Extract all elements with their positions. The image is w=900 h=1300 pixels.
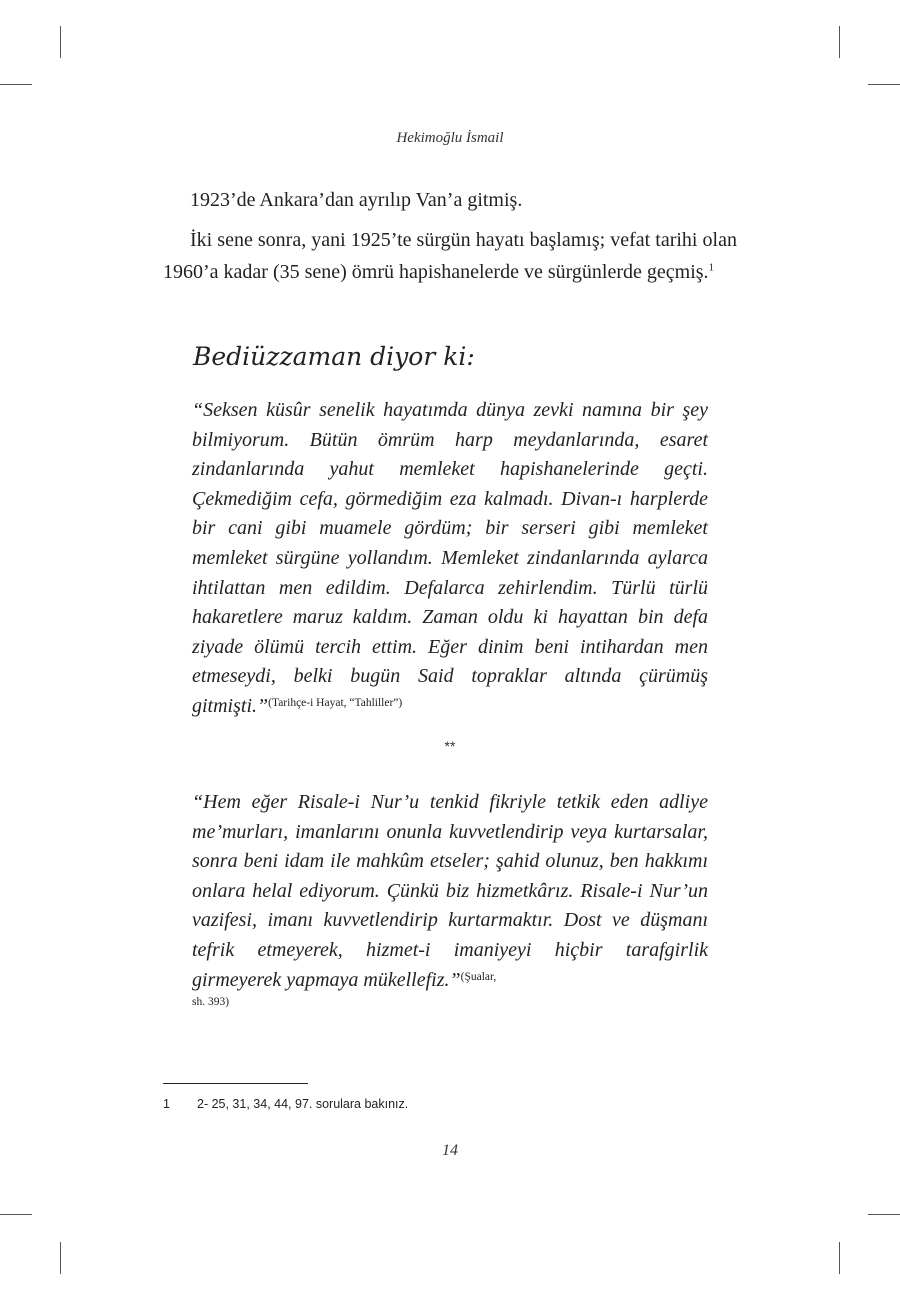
page-number: 14 (442, 1142, 458, 1159)
crop-mark-bottom-right-horizontal (868, 1214, 900, 1215)
quote-1-source: (Tarihçe-i Hayat, “Tahliller”) (268, 696, 403, 709)
quote-2-text: “Hem eğer Risale-i Nur’u tenkid fikriyle tetkik eden adliye me’murları, imanlarını onunla kuvvetlendirip veya kurtarsalar, sonra beni idam ile mahkûm etseler; şahid olunuz, ben hakkımı onlara helal ediyorum. Çünkü biz hizmetkârız. Risale-i Nur’un vazifesi, imanı kuvvetlendirip kurtarmaktır. Dost ve düşmanı tefrik etmeyerek, hizmet-i imaniyeyi hiçbir tarafgirlik girmeyerek yapmaya mükellefiz.” (192, 791, 708, 991)
crop-mark-top-right-horizontal (868, 84, 900, 85)
crop-mark-bottom-left-horizontal (0, 1214, 32, 1215)
section-heading: Bediüzzaman diyor ki: (193, 342, 475, 371)
paragraph-1: 1923’de Ankara’dan ayrılıp Van’a gitmiş. (190, 189, 523, 211)
footnote-number: 1 (163, 1097, 170, 1111)
quote-1 (192, 396, 708, 722)
paragraph-2 (163, 224, 737, 288)
footnote-reference: 1 (708, 261, 715, 274)
crop-mark-top-left-horizontal (0, 84, 32, 85)
crop-mark-bottom-left-vertical (60, 1242, 61, 1274)
footnote (163, 1097, 408, 1111)
footnote-text: 2- 25, 31, 34, 44, 97. sorulara bakınız. (197, 1097, 409, 1111)
footnote-rule (163, 1083, 308, 1084)
crop-mark-top-left-vertical (60, 26, 61, 58)
paragraph-2-text: İki sene sonra, yani 1925’te sürgün hayatı başlamış; vefat tarihi olan 1960’a kadar (35 sene) ömrü hapishanelerde ve sürgünlerde geçmiş. (163, 229, 737, 283)
quote-2-source: (Şualar, (460, 970, 497, 983)
quote-1-text: “Seksen küsûr senelik hayatımda dünya zevki namına bir şey bilmiyorum. Bütün ömrüm harp meydanlarında, esaret zindanlarında yahut memleket hapishanelerinde geçti. Çekmediğim cefa, görmediğim eza kalmadı. Divan-ı harplerde bir cani gibi muamele gördüm; bir serseri gibi memleket memleket sürgüne yollandım. Memleket zindanlarında aylarca ihtilattan men edildim. Defalarca zehirlendim. Türlü türlü hakaretlere maruz kaldım. Zaman oldu ki hayattan bin defa ziyade ölümü tercih ettim. Eğer dinim beni intihardan men etmeseydi, belki bugün Said topraklar altında çürümüş gitmişti.” (192, 399, 708, 717)
running-head: Hekimoğlu İsmail (396, 130, 504, 146)
crop-mark-bottom-right-vertical (839, 1242, 840, 1274)
crop-mark-top-right-vertical (839, 26, 840, 58)
quote-2-source-continued: sh. 393) (192, 996, 230, 1008)
body-text (163, 184, 737, 296)
quote-2 (192, 788, 708, 995)
section-separator: ** (444, 738, 456, 754)
